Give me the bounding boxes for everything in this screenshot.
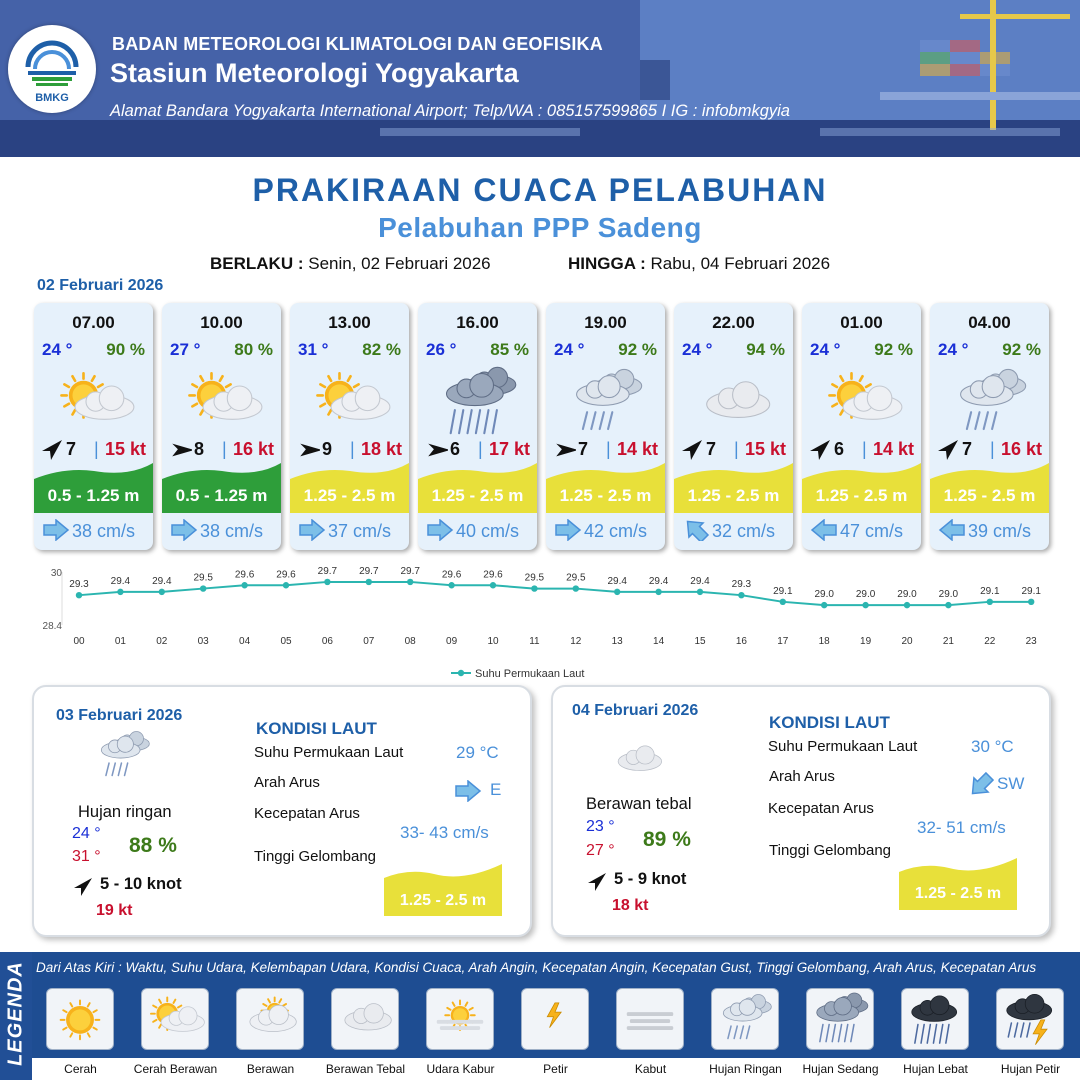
sst-data-label: 29.7 [317,565,338,577]
day1-date: 02 Februari 2026 [37,277,164,294]
forecast-current-speed: 39 cm/s [968,521,1032,541]
legend-marker [458,670,464,676]
sst-point [448,582,454,588]
day3-sst: 30 °C [971,737,1014,756]
day2-sst-label: Suhu Permukaan Laut [254,744,404,761]
day3-current-dir-label: Arah Arus [769,768,835,785]
forecast-time: 10.00 [200,313,243,332]
sst-data-label: 29.4 [110,575,131,587]
forecast-current-speed: 32 cm/s [712,521,776,541]
sst-point [945,602,951,608]
separator: | [94,439,99,459]
logo-text: BMKG [35,92,69,104]
forecast-gust: 15 kt [104,439,146,459]
hujan-sedang-icon [806,988,874,1050]
sst-point [490,582,496,588]
sst-point [366,579,372,585]
forecast-humidity: 92 % [1002,340,1041,359]
x-tick-label: 02 [156,636,168,647]
legend-item-label: Berawan [246,1062,295,1076]
forecast-current-speed: 38 cm/s [72,521,136,541]
day2-current-dir: E [490,780,502,799]
sst-point [283,582,289,588]
sst-data-label: 29.4 [152,575,172,587]
day2-condition: Hujan ringan [78,803,172,821]
sst-data-label: 29.0 [897,589,917,601]
sst-point [324,579,330,585]
sst-point [821,602,827,608]
sst-data-label: 29.1 [773,585,793,597]
forecast-card [162,303,281,550]
berawan-tebal-icon [608,735,666,792]
current-direction-icon [426,519,454,546]
day3-gust: 18 kt [612,897,649,914]
day3-current-dir: SW [997,774,1025,793]
day2-gust: 19 kt [96,902,133,919]
sst-point [573,585,579,591]
petir-icon [521,988,589,1050]
x-tick-label: 11 [529,636,540,647]
sst-data-label: 29.1 [980,585,1000,597]
forecast-wave-height: 1.25 - 2.5 m [687,486,780,505]
day3-tmax: 27 ° [586,842,615,859]
day2-current-speed-label: Kecepatan Arus [254,805,360,822]
x-tick-label: 15 [694,636,706,647]
cerah-berawan-icon [308,366,392,447]
cerah-berawan-icon [180,366,264,447]
forecast-humidity: 85 % [490,340,529,359]
forecast-time: 01.00 [840,313,883,332]
hujan-lebat-icon [901,988,969,1050]
forecast-temp: 26 ° [426,340,457,359]
forecast-card [930,303,1049,550]
forecast-humidity: 82 % [362,340,401,359]
x-tick-label: 17 [777,636,789,647]
forecast-humidity: 80 % [234,340,273,359]
page-title: PRAKIRAAN CUACA PELABUHAN [252,172,828,208]
forecast-current-speed: 42 cm/s [584,521,648,541]
forecast-time: 19.00 [584,313,627,332]
legend-item-label: Hujan Lebat [903,1062,968,1076]
station-address: Alamat Bandara Yogyakarta International Airport; Telp/WA : 085157599865 I IG : infobmkgyia [110,102,790,120]
chart-legend-label: Suhu Permukaan Laut [475,668,585,680]
separator: | [862,439,867,459]
sst-data-label: 29.7 [400,565,420,577]
day3-tmin: 23 ° [586,818,615,835]
forecast-gust: 16 kt [1000,439,1042,459]
day3-current-speed: 32- 51 cm/s [917,818,1006,837]
forecast-gust: 18 kt [360,439,402,459]
forecast-wave-height: 1.25 - 2.5 m [943,486,1036,505]
forecast-wind-speed: 7 [66,439,77,459]
forecast-current-speed: 37 cm/s [328,521,392,541]
hujan-ringan-icon [711,988,779,1050]
forecast-time: 22.00 [712,313,755,332]
hujan-ringan-icon [92,729,154,790]
x-tick-label: 06 [321,636,333,647]
sst-data-label: 29.6 [234,569,255,581]
forecast-wave-height: 1.25 - 2.5 m [559,486,652,505]
legend-item-label: Udara Kabur [426,1062,495,1076]
day3-wave: 1.25 - 2.5 m [914,885,1002,902]
berawan-tebal-icon [331,988,399,1050]
forecast-gust: 17 kt [488,439,530,459]
forecast-wave-height: 1.25 - 2.5 m [303,486,396,505]
sst-point [738,592,744,598]
legend-item-label: Kabut [634,1062,667,1076]
legend-description: Dari Atas Kiri : Waktu, Suhu Udara, Kelembapan Udara, Kondisi Cuaca, Arah Angin, Kecepatan Angin, Kecepatan Gust, Tinggi Gelombang, Arah Arus, Kecepatan Arus [36,960,1037,975]
legend-item-label: Cerah Berawan [133,1062,218,1076]
sst-line [79,582,1031,605]
x-tick-label: 08 [404,636,416,647]
validity-from-value: Senin, 02 Februari 2026 [308,254,491,273]
forecast-card [674,303,793,550]
day3-date: 04 Februari 2026 [572,702,699,719]
hujan-ringan-icon [564,366,648,447]
validity-from-label: BERLAKU : [210,254,304,273]
sst-data-label: 29.0 [855,589,876,601]
sst-point [780,599,786,605]
sst-data-label: 29.5 [193,572,213,584]
forecast-gust: 16 kt [232,439,274,459]
sst-data-label: 29.6 [483,569,503,581]
x-tick-label: 21 [942,636,954,647]
forecast-wind-speed: 7 [962,439,973,459]
forecast-wind-speed: 8 [194,439,205,459]
separator: | [222,439,227,459]
x-tick-label: 05 [280,636,292,647]
current-direction-icon [810,519,838,546]
x-tick-label: 22 [984,636,996,647]
udara-kabur-icon [426,988,494,1050]
station-name: Stasiun Meteorologi Yogyakarta [110,58,519,88]
berawan-tebal-icon [692,366,776,447]
separator: | [350,439,355,459]
separator: | [606,439,611,459]
forecast-wind-speed: 6 [834,439,845,459]
forecast-gust: 15 kt [744,439,786,459]
sst-point [614,589,620,595]
sst-data-label: 29.3 [69,579,89,591]
x-tick-label: 00 [73,636,85,647]
forecast-wind-speed: 7 [578,439,589,459]
sst-data-label: 29.6 [276,569,296,581]
current-direction-e-icon [454,780,482,802]
day3-wave-label: Tinggi Gelombang [769,842,892,859]
sst-chart [0,560,1080,685]
forecast-card [34,303,153,550]
sst-data-label: 29.4 [648,575,669,587]
x-tick-label: 13 [611,636,623,647]
hujan-sedang-icon [436,366,520,447]
sst-data-label: 29.0 [814,589,834,601]
forecast-temp: 24 ° [938,340,969,359]
cerah-berawan-icon [52,366,136,447]
day2-sst: 29 °C [456,743,499,762]
legend-item-label: Cerah [64,1062,97,1076]
x-tick-label: 10 [487,636,499,647]
berawan-icon [236,988,304,1050]
current-direction-icon [42,519,70,546]
x-tick-label: 01 [114,636,126,647]
x-tick-label: 04 [239,636,251,647]
day2-humidity: 88 % [129,834,177,857]
day3-wind: 5 - 9 knot [614,870,687,888]
forecast-card [418,303,537,550]
sst-point [862,602,868,608]
day2-current-dir-label: Arah Arus [254,774,320,791]
day2-wind: 5 - 10 knot [100,875,182,893]
day3-panel [551,685,1051,937]
validity-to-value: Rabu, 04 Februari 2026 [650,254,831,273]
x-tick-label: 09 [446,636,458,647]
sst-point [407,579,413,585]
forecast-wave-height: 1.25 - 2.5 m [815,486,908,505]
forecast-wind-speed: 7 [706,439,717,459]
forecast-wave-height: 1.25 - 2.5 m [431,486,524,505]
forecast-humidity: 94 % [746,340,785,359]
forecast-wave-height: 0.5 - 1.25 m [47,486,140,505]
forecast-card [290,303,409,550]
legend-item-label: Berawan Tebal [325,1062,406,1076]
current-direction-icon [170,519,198,546]
day2-tmax: 31 ° [72,848,101,865]
sst-data-label: 29.4 [690,575,710,587]
forecast-wave-height: 0.5 - 1.25 m [175,486,268,505]
day2-date: 03 Februari 2026 [56,707,183,724]
kabut-icon [616,988,684,1050]
day2-tmin: 24 ° [72,825,101,842]
forecast-humidity: 92 % [874,340,913,359]
forecast-time: 13.00 [328,313,371,332]
current-direction-icon [298,519,326,546]
sst-point [159,589,165,595]
sst-data-label: 29.3 [731,579,752,591]
current-direction-icon [682,519,710,546]
forecast-humidity: 90 % [106,340,145,359]
current-direction-icon [938,519,966,546]
org-name: BADAN METEOROLOGI KLIMATOLOGI DAN GEOFISIKA [112,34,603,54]
sst-data-label: 29.1 [1021,585,1041,597]
sst-point [117,589,123,595]
cerah-berawan-icon [820,366,904,447]
wind-direction-ne-icon [586,871,608,893]
sst-point [531,585,537,591]
bmkg-logo [8,25,96,113]
forecast-card [546,303,665,550]
day2-wave-label: Tinggi Gelombang [254,848,377,865]
cerah-icon [46,988,114,1050]
day3-current-speed-label: Kecepatan Arus [768,800,874,817]
forecast-time: 07.00 [72,313,115,332]
cerah-berawan-icon [141,988,209,1050]
validity-to-label: HINGGA : [568,254,646,273]
legend-item-label: Hujan Petir [1000,1062,1061,1076]
forecast-card [802,303,921,550]
separator: | [478,439,483,459]
sst-data-label: 29.5 [524,572,545,584]
sst-data-label: 29.4 [607,575,627,587]
legend-item-label: Hujan Sedang [802,1062,879,1076]
legend-side-label: LEGENDA [4,961,27,1066]
forecast-temp: 24 ° [810,340,841,359]
x-tick-label: 03 [197,636,209,647]
forecast-gust: 14 kt [616,439,658,459]
sst-point [904,602,910,608]
hujan-ringan-icon [948,366,1032,447]
validity-from [210,254,491,274]
forecast-wind-speed: 9 [322,439,333,459]
sst-point [241,582,247,588]
forecast-time: 04.00 [968,313,1011,332]
forecast-humidity: 92 % [618,340,657,359]
forecast-gust: 14 kt [872,439,914,459]
sst-data-label: 29.0 [938,589,959,601]
sst-point [655,589,661,595]
day3-humidity: 89 % [643,828,691,851]
forecast-time: 16.00 [456,313,499,332]
day3-condition: Berawan tebal [586,795,692,813]
hujan-petir-icon [996,988,1064,1050]
forecast-current-speed: 40 cm/s [456,521,520,541]
sst-data-label: 29.7 [359,565,379,577]
separator: | [734,439,739,459]
current-direction-icon [554,519,582,546]
forecast-temp: 27 ° [170,340,201,359]
legend-item-label: Hujan Ringan [709,1062,782,1076]
validity-to [568,254,830,274]
wind-direction-ne-icon [72,876,94,898]
y-tick-label: 28.4 [42,621,62,632]
x-tick-label: 12 [570,636,582,647]
port-name: Pelabuhan PPP Sadeng [378,212,702,243]
day2-current-speed: 33- 43 cm/s [400,823,489,842]
x-tick-label: 14 [653,636,665,647]
y-tick-label: 30 [50,568,62,579]
sst-point [1028,599,1034,605]
day2-panel [32,685,532,937]
day3-sst-label: Suhu Permukaan Laut [768,738,918,755]
x-tick-label: 20 [901,636,913,647]
sst-data-label: 29.5 [566,572,586,584]
forecast-current-speed: 38 cm/s [200,521,264,541]
sst-point [200,585,206,591]
forecast-temp: 24 ° [682,340,713,359]
sst-point [987,599,993,605]
day2-sea-title: KONDISI LAUT [256,719,377,738]
sst-data-label: 29.6 [441,569,462,581]
forecast-current-speed: 47 cm/s [840,521,904,541]
forecast-temp: 24 ° [42,340,73,359]
sst-point [76,592,82,598]
sst-point [697,589,703,595]
forecast-wind-speed: 6 [450,439,461,459]
separator: | [990,439,995,459]
day3-sea-title: KONDISI LAUT [769,713,890,732]
legend-item-label: Petir [543,1062,568,1076]
forecast-temp: 31 ° [298,340,329,359]
x-tick-label: 19 [860,636,872,647]
header-banner [0,0,1080,157]
x-tick-label: 23 [1025,636,1037,647]
x-tick-label: 16 [735,636,747,647]
forecast-temp: 24 ° [554,340,585,359]
day2-wave: 1.25 - 2.5 m [399,892,487,909]
legend-side [0,952,32,1080]
current-direction-sw-icon [967,771,995,799]
x-tick-label: 07 [363,636,375,647]
x-tick-label: 18 [818,636,830,647]
